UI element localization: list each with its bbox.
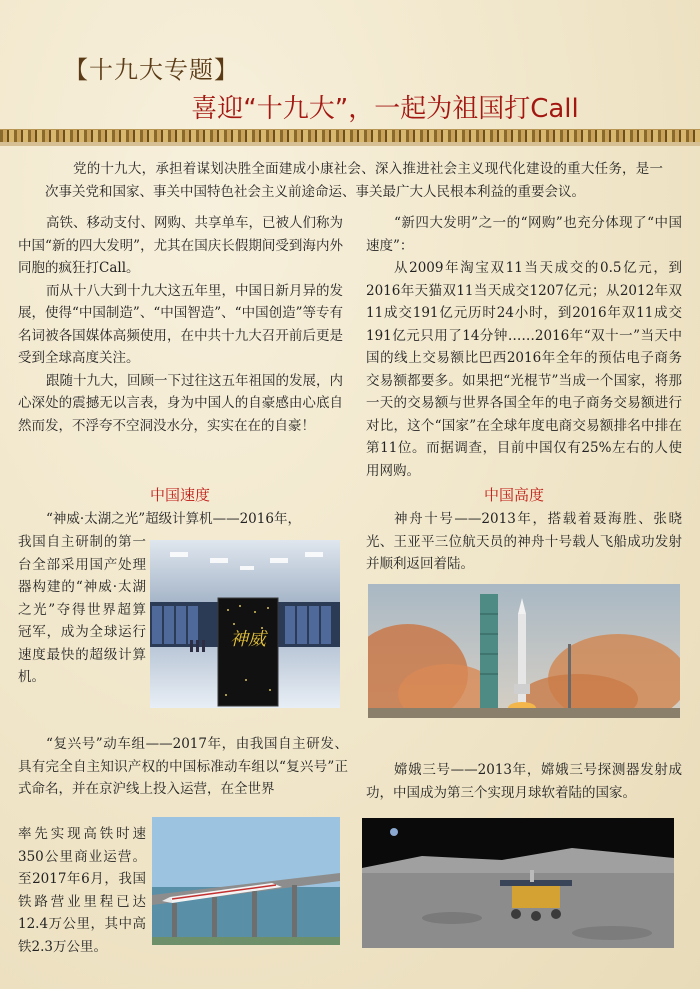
supercomputer-image <box>150 540 340 708</box>
intro-text: 党的十九大，承担着谋划决胜全面建成小康社会、深入推进社会主义现代化建设的重大任务，是一次事关党和国家、事关中国特色社会主义前途命运、事关最广大人民根本利益的重要会议。 <box>45 161 663 200</box>
shenzhou-text: 神舟十号——2013年，搭载着聂海胜、张晓光、王亚平三位航天员的神舟十号载人飞船成功发射并顺利返回着陆。 <box>366 511 682 572</box>
left-column <box>18 212 343 437</box>
right-paragraph: 从2009年淘宝双11当天成交的0.5亿元，到2016年天猫双11当天成交1207亿元；从2012年双11成交191亿元历时24小时，到2016年双11成交191亿元只用了14分钟……2016年“双十一”当天中国的线上交易额比巴西2016年全年的预估电子商务交易额都要多。如果把“光棍节”当成一个国家，将那一天的交易额与世界各国全年的电子商务交易额进行对比，这个“国家”在全球年度电商交易额排名中排在第11位。而据调查，目前中国仅有25%左右的人使用网购。 <box>366 260 682 479</box>
left-paragraph: 而从十八大到十九大这五年里，中国日新月异的发展，使得“中国制造”、“中国智造”、“中国创造”等专有名词被各国媒体高频使用，在中共十九大召开前后更是受到全球高度关注。 <box>18 282 343 366</box>
left-paragraph: 跟随十九大，回顾一下过往这五年祖国的发展，内心深处的震撼无以言表，身为中国人的自豪感由心底自然而发，不浮夸不空洞没水分，实实在在的自豪！ <box>18 372 343 434</box>
heading-china-speed: 中国速度 <box>150 486 211 504</box>
rocket-launch-illustration <box>368 584 680 718</box>
topic-label: 【十九大专题】 <box>64 56 239 84</box>
sunway-heading-line: “神威·太湖之光”超级计算机——2016年， <box>46 511 301 527</box>
sunway-text: 我国自主研制的第一台全部采用国产处理器构建的“神威·太湖之光”夺得世界超算冠军，成为全球运行速度最快的超级计算机。 <box>18 534 146 685</box>
lunar-rover-image <box>362 818 674 948</box>
decorative-band <box>0 130 700 142</box>
fuxing-text-top: “复兴号”动车组——2017年，由我国自主研发、具有完全自主知识产权的中国标准动车组以“复兴号”正式命名，并在京沪线上投入运营，在全世界 <box>18 736 348 797</box>
decorative-band-lower <box>0 142 700 146</box>
right-paragraph: “新四大发明”之一的“网购”也充分体现了“中国速度”： <box>366 215 682 254</box>
fuxing-text-rest: 率先实现高铁时速350公里商业运营。至2017年6月，我国铁路营业里程已达12.4万公里，其中高铁2.3万公里。 <box>18 826 146 955</box>
bullet-train-illustration <box>152 817 340 945</box>
sunway-image-caption: 神威 <box>230 629 266 650</box>
rocket-launch-image <box>368 584 680 718</box>
change-text: 嫦娥三号——2013年，嫦娥三号探测器发射成功，中国成为第三个实现月球软着陆的国家。 <box>366 762 682 801</box>
right-column <box>366 212 682 482</box>
supercomputer-illustration <box>150 540 340 708</box>
lunar-rover-illustration <box>362 818 674 948</box>
bullet-train-image <box>152 817 340 945</box>
intro-paragraph <box>45 158 663 203</box>
heading-china-height: 中国高度 <box>484 486 545 504</box>
left-paragraph: 高铁、移动支付、网购、共享单车，已被人们称为中国“新的四大发明”，尤其在国庆长假期间受到海内外同胞的疯狂打Call。 <box>18 215 343 276</box>
page-title: 喜迎“十九大”，一起为祖国打Call <box>191 94 579 124</box>
